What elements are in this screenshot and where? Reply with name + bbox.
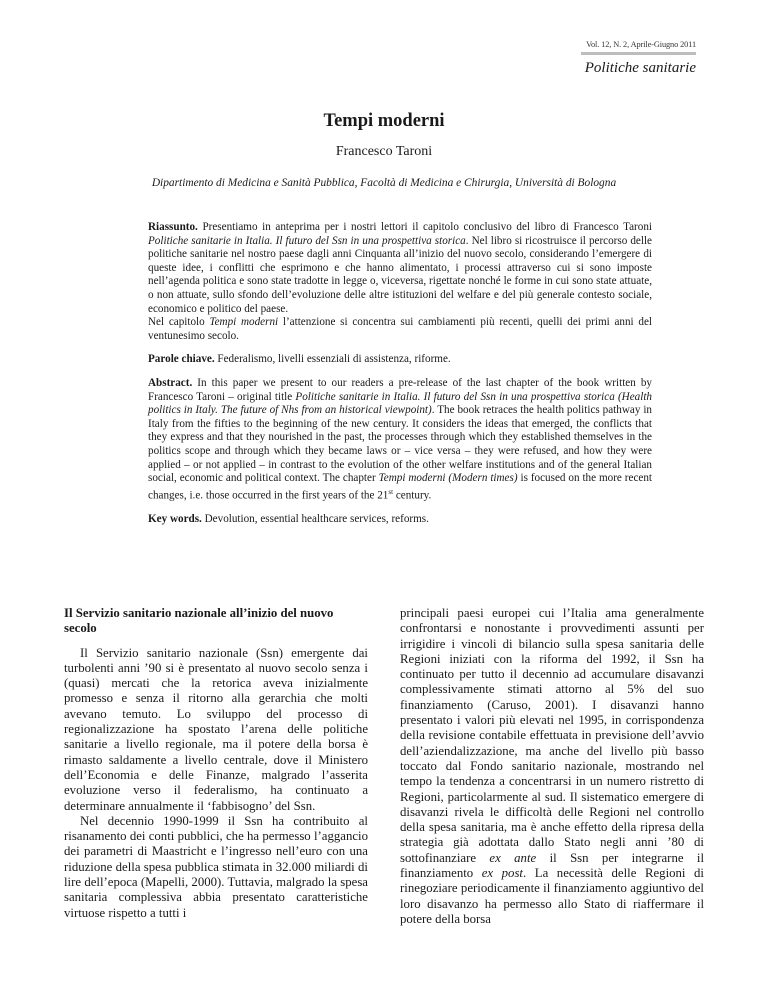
article-title: Tempi moderni [323, 111, 445, 131]
key-words-text: Devolution, essential healthcare services, reforms. [201, 513, 429, 525]
abstract-text: In this paper we present to our readers a pre-release of the last chapter of the book written by Francesco Taroni – original title [148, 376, 652, 403]
body-paragraph: Nel decennio 1990-1999 il Ssn ha contribuito al risanamento dei conti pubblici, che ha permesso l’aggancio dei parametri di Maastricht e l’ingresso nell’euro con una riduzione della spesa pubblica stimata in 32.000 miliardi di lire dell’epoca (Mapelli, 2000). Tuttavia, malgrado la spesa sanitaria complessiva abbia presentato caratteristiche virtuose rispetto a tutti i [64, 813, 368, 920]
abstract-paragraph [148, 377, 652, 503]
key-words [148, 513, 652, 527]
riassunto-paragraph [148, 221, 652, 316]
body-column-left [64, 606, 368, 921]
riassunto-text: Presentiamo in anteprima per i nostri lettori il capitolo conclusivo del libro di Francesco Taroni [197, 221, 652, 233]
parole-chiave-label: Parole chiave. [148, 353, 215, 366]
parole-chiave-text: Federalismo, livelli essenziali di assistenza, riforme. [214, 353, 451, 366]
book-title-en: Politiche sanitarie in Italia. Il futuro del Ssn in una prospettiva storica (Health politics in Italy. The future of Nhs from an historical viewpoint) [148, 390, 652, 417]
latin-term: ex ante [489, 850, 537, 865]
header-rule [581, 52, 696, 55]
abstract-block [148, 221, 652, 527]
section-label: Politiche sanitarie [584, 60, 696, 76]
author-affiliation: Dipartimento di Medicina e Sanità Pubblica, Facoltà di Medicina e Chirurgia, Università di Bologna [151, 177, 617, 189]
body-column-right [400, 606, 704, 927]
latin-term: ex post [481, 866, 523, 881]
body-text: principali paesi europei cui l’Italia ama generalmente confrontarsi e nonostante i provvedimenti assunti per irrigidire i vincoli di bilancio sulla spesa sanitaria delle Regioni iniziati con la riforma del 1992, il Ssn ha continuato per tutto il decennio ad accumulare disavanzi complessivamente stimati attorno al 5% del suo finanziamento (Caruso, 2001). I disavanzi hanno presentato i valori più elevati nel 1995, in corrispondenza della revisione contabile effettuata in previsione dell’avvio dell’aziendalizzazione, ma anche del livello più basso toccato dal Fondo sanitario nazionale, mostrando nel tempo la tendenza a concentrarsi in un numero ristretto di Regioni, particolarmente al sud. Il sistematico emergere di disavanzi rivela le difficoltà delle Regioni nel controllo della spesa sanitaria, ma è anche effetto della ripresa della strategia già adottata dallo Stato negli anni ’80 di sottofinanziare [400, 606, 704, 865]
body-paragraph [400, 606, 704, 927]
running-head [581, 40, 696, 77]
issue-info: Vol. 12, N. 2, Aprile-Giugno 2011 [586, 40, 696, 49]
riassunto-paragraph-2 [148, 316, 652, 343]
riassunto-text: Nel capitolo [148, 316, 210, 329]
key-words-label: Key words. [148, 513, 202, 525]
riassunto-text: l’attenzione si concentra sui cambiamenti più recenti, quelli dei primi anni del ventunesimo secolo. [148, 316, 652, 342]
article-author: Francesco Taroni [335, 144, 433, 159]
body-text: il Ssn per integrarne il finanziamento [400, 850, 705, 881]
abstract-text: is focused on the more recent changes, i.e. those occurred in the first years of the 21 [148, 472, 653, 502]
abstract-text: . The book retraces the health politics pathway in Italy from the fifties to the beginning of the new century. It considers the ideas that emerged, the conflicts that they express and that they nourished in the past, the processes through which they established themselves in the politics scope and through which they became laws or – vice versa – they were refused, and how they were applied – or not applied – in contrast to the evolution of the other welfare institutions and of the general Italian social, economic and political context. The chapter [148, 404, 652, 485]
riassunto-text: . Nel libro si ricostruisce il percorso delle politiche sanitarie nel nostro paese dagli anni Cinquanta all’inizio del nuovo secolo, considerando l’emergere di queste idee, i conflitti che esprimono e che hanno alimentato, i processi attraverso cui si sono imposte nell’agenda politica e sono state tradotte in legge o, viceversa, rigettate nonché le forme in cui sono state attuate, o non attuate, sullo sfondo dell’evoluzione delle altre istituzioni del welfare e del più generale contesto sociale, economico e politico del paese. [148, 234, 653, 315]
chapter-title-it: Tempi moderni [209, 316, 279, 329]
body-paragraph: Il Servizio sanitario nazionale (Ssn) emergente dai turbolenti anni ’90 si è presentato al nuovo secolo senza i (quasi) mercati che la retorica aveva inizialmente promesso e senza il ritorno alla gerarchia che molti avevano temuto. Lo sviluppo del processo di regionalizzazione ha spostato l’arena delle politiche sanitarie a livello regionale, ma il potere della borsa è rimasto saldamente a livello centrale, dove il Ministero dell’Economia e delle Finanze, malgrado l’asserita evoluzione verso il federalismo, ha continuato a determinare annualmente il ‘fabbisogno’ del Ssn. [64, 645, 368, 813]
chapter-title-en: Tempi moderni (Modern times) [378, 472, 518, 485]
ordinal-suffix: st [388, 487, 394, 496]
abstract-label: Abstract. [148, 376, 193, 389]
riassunto-label: Riassunto. [148, 221, 198, 233]
body-text: . La necessità delle Regioni di rinegoziare periodicamente il finanziamento aggiuntivo del loro disavanzo ha permesso allo Stato di riaffermare il potere della borsa [400, 866, 704, 926]
parole-chiave [148, 353, 652, 367]
abstract-text: century. [393, 489, 432, 502]
section-heading: Il Servizio sanitario nazionale all’inizio del nuovo secolo [64, 606, 334, 636]
book-title-it: Politiche sanitarie in Italia. Il futuro del Ssn in una prospettiva storica [148, 234, 466, 247]
